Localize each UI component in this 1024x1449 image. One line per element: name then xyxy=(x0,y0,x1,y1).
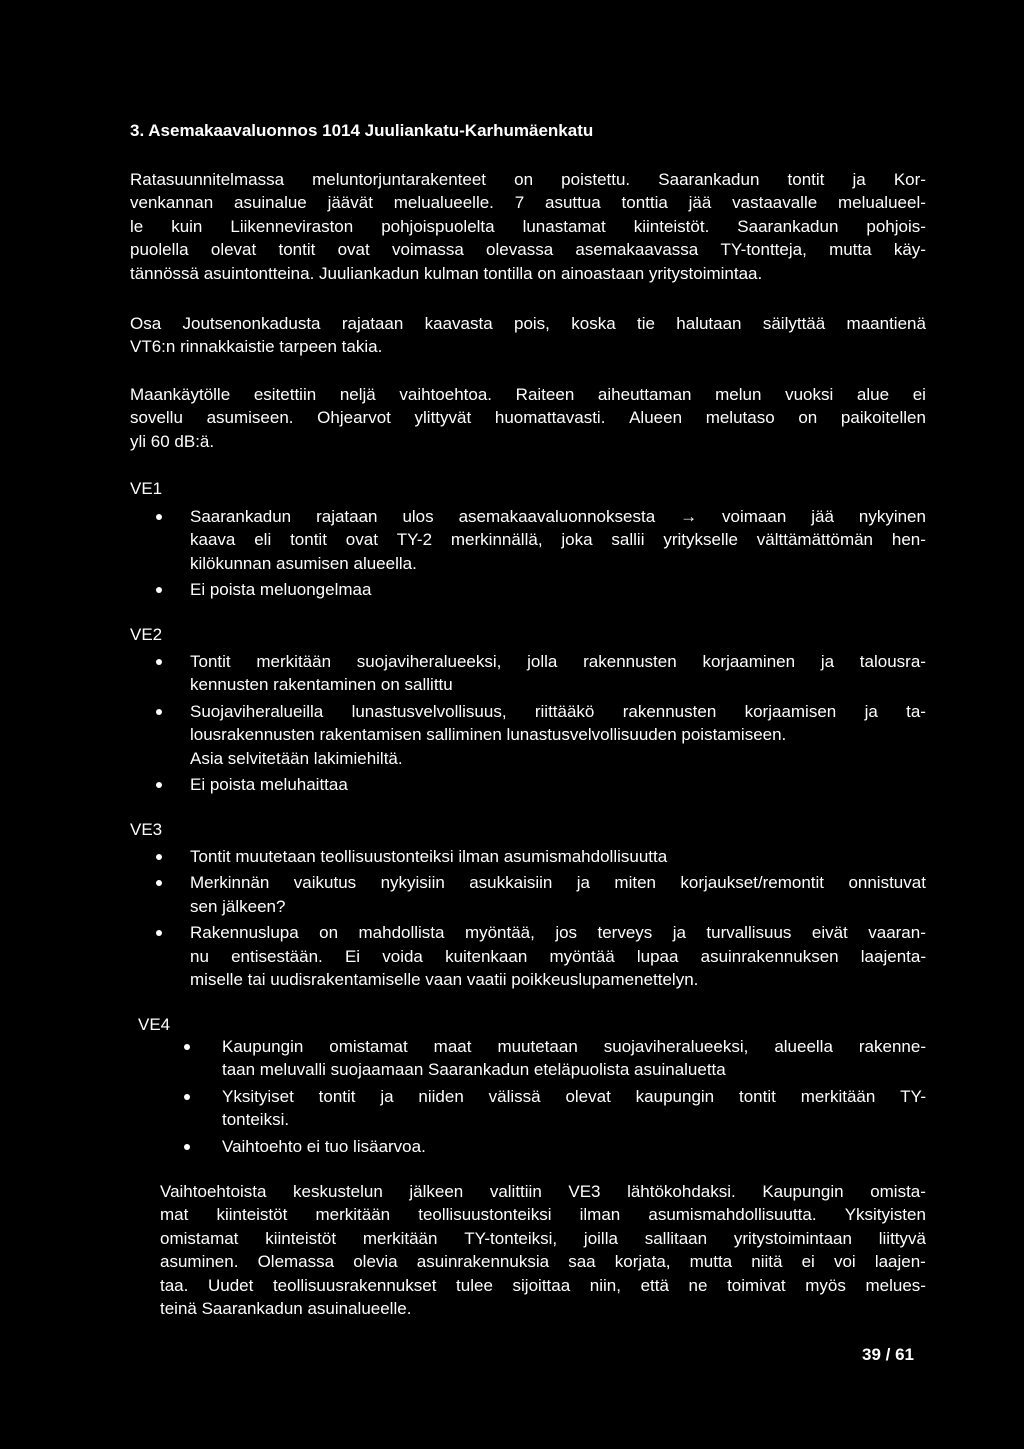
text-line: VT6:n rinnakkaistie tarpeen takia. xyxy=(130,337,383,357)
bullet-icon xyxy=(184,1094,190,1100)
text-line: Suojaviheralueilla lunastusvelvollisuus, riittääkö rakennusten korjaamisen ja ta- xyxy=(190,701,926,721)
text-line: kilökunnan asumisen alueella. xyxy=(190,553,417,573)
text-line: Saarankadun rajataan ulos asemakaavaluonnoksesta → voimaan jää nykyinen xyxy=(190,507,926,526)
text-line: le kuin Liikenneviraston pohjoispuolelta lunastamat kiinteistöt. Saarankadun pohjois- xyxy=(130,216,926,236)
text-line: mat kiinteistöt merkitään teollisuustonteiksi ilman asumismahdollisuutta. Yksityisten xyxy=(160,1205,926,1225)
list-item xyxy=(150,921,926,991)
text-line: Osa Joutsenonkadusta rajataan kaavasta pois, koska tie halutaan säilyttää maantienä xyxy=(130,314,926,333)
text-line: Kaupungin omistamat maat muutetaan suojaviheralueeksi, alueella rakenne- xyxy=(222,1037,926,1056)
list-item xyxy=(150,578,926,601)
text-line: tännössä asuintontteina. Juuliankadun kulman tontilla on ainoastaan yritystoimintaa. xyxy=(130,263,763,283)
section-heading: 3. Asemakaavaluonnos 1014 Juuliankatu-Karhumäenkatu xyxy=(130,121,594,140)
list-item xyxy=(150,773,926,796)
text-line: Tontit merkitään suojaviheralueeksi, jolla rakennusten korjaaminen ja talousra- xyxy=(190,652,926,671)
bullet-icon xyxy=(156,782,162,788)
option-label-ve1: VE1 xyxy=(130,479,163,498)
option-label-ve2: VE2 xyxy=(130,625,163,644)
paragraph-rail-plan xyxy=(130,168,926,285)
option-label-ve4: VE4 xyxy=(138,1015,171,1034)
list-item xyxy=(178,1035,926,1082)
text-line: Asia selvitetään lakimiehiltä. xyxy=(190,748,403,768)
text-line: taan meluvalli suojaamaan Saarankadun eteläpuolista asuinaluetta xyxy=(222,1060,726,1080)
text-line: Tontit muutetaan teollisuustonteiksi ilman asumismahdollisuutta xyxy=(190,847,668,866)
text-line: lousrakennusten rakentamisen salliminen lunastusvelvollisuuden poistamiseen. xyxy=(190,725,787,745)
text-line: sovellu asumiseen. Ohjearvot ylittyvät huomattavasti. Alueen melutaso on paikoitellen xyxy=(130,408,926,428)
list-item xyxy=(150,505,926,575)
option-list-ve1 xyxy=(150,505,926,602)
text-line: kaava eli tontit ovat TY-2 merkinnällä, joka sallii yritykselle välttämättömän hen- xyxy=(190,530,926,550)
text-line: miselle tai uudisrakentamiselle vaan vaatii poikkeuslupamenettelyn. xyxy=(190,970,699,990)
text-line: puolella olevat tontit ovat voimassa olevassa asemakaavassa TY-tontteja, mutta käy- xyxy=(130,240,926,260)
text-line: sen jälkeen? xyxy=(190,896,286,916)
bullet-icon xyxy=(156,659,162,665)
option-list-ve4 xyxy=(178,1035,926,1158)
list-item xyxy=(178,1135,926,1158)
text-line: venkannan asuinalue jäävät melualueelle. 7 asuttua tonttia jää vastaavalle melualueel- xyxy=(130,193,926,213)
list-item xyxy=(150,871,926,918)
text-line: Yksityiset tontit ja niiden välissä olevat kaupungin tontit merkitään TY- xyxy=(222,1086,926,1106)
text-line: Maankäytölle esitettiin neljä vaihtoehtoa. Raiteen aiheuttaman melun vuoksi alue ei xyxy=(130,385,926,404)
text-line: nu entisestään. Ei voida kuitenkaan myöntää lupaa asuinrakennuksen laajenta- xyxy=(190,946,926,966)
bullet-icon xyxy=(184,1044,190,1050)
text-line: Rakennuslupa on mahdollista myöntää, jos terveys ja turvallisuus eivät vaaran- xyxy=(190,923,926,943)
bullet-icon xyxy=(156,709,162,715)
option-list-ve2 xyxy=(150,650,926,796)
text-line: Merkinnän vaikutus nykyisiin asukkaisiin ja miten korjaukset/remontit onnistuvat xyxy=(190,873,926,893)
bullet-icon xyxy=(156,854,162,860)
text-line: tonteiksi. xyxy=(222,1110,290,1130)
option-label-ve3: VE3 xyxy=(130,820,163,839)
text-line: omistamat kiinteistöt merkitään TY-tonteiksi, joilla sallitaan yritystoimintaan liittyvä xyxy=(160,1228,926,1248)
bullet-icon xyxy=(156,587,162,593)
text-line: Ei poista meluongelmaa xyxy=(190,580,372,600)
text-line: kennusten rakentaminen on sallittu xyxy=(190,675,453,695)
page-number: 39 / 61 xyxy=(862,1345,914,1364)
text-line: Ratasuunnitelmassa meluntorjuntarakenteet on poistettu. Saarankadun tontit ja Kor- xyxy=(130,170,926,189)
list-item xyxy=(150,650,926,697)
text-line: asuminen. Olemassa olevia asuinrakennuksia saa korjata, mutta niitä ei voi laajen- xyxy=(160,1252,926,1272)
text-line: teinä Saarankadun asuinalueelle. xyxy=(160,1299,412,1319)
text-line: Vaihtoehtoista keskustelun jälkeen valittiin VE3 lähtökohdaksi. Kaupungin omista- xyxy=(160,1182,926,1201)
list-item xyxy=(150,700,926,770)
option-list-ve3 xyxy=(150,845,926,991)
paragraph-decision xyxy=(160,1180,926,1320)
list-item xyxy=(150,845,926,868)
text-line: Vaihtoehto ei tuo lisäarvoa. xyxy=(222,1136,426,1156)
paragraph-land-use-options xyxy=(130,383,926,453)
bullet-icon xyxy=(156,930,162,936)
text-line: taa. Uudet teollisuusrakennukset tulee sijoittaa niin, että ne toimivat myös melues- xyxy=(160,1275,926,1295)
text-line: Ei poista meluhaittaa xyxy=(190,775,348,795)
text-line: yli 60 dB:ä. xyxy=(130,431,215,451)
paragraph-joutsenonkatu xyxy=(130,312,926,359)
bullet-icon xyxy=(156,514,162,520)
bullet-icon xyxy=(184,1144,190,1150)
bullet-icon xyxy=(156,880,162,886)
list-item xyxy=(178,1085,926,1132)
